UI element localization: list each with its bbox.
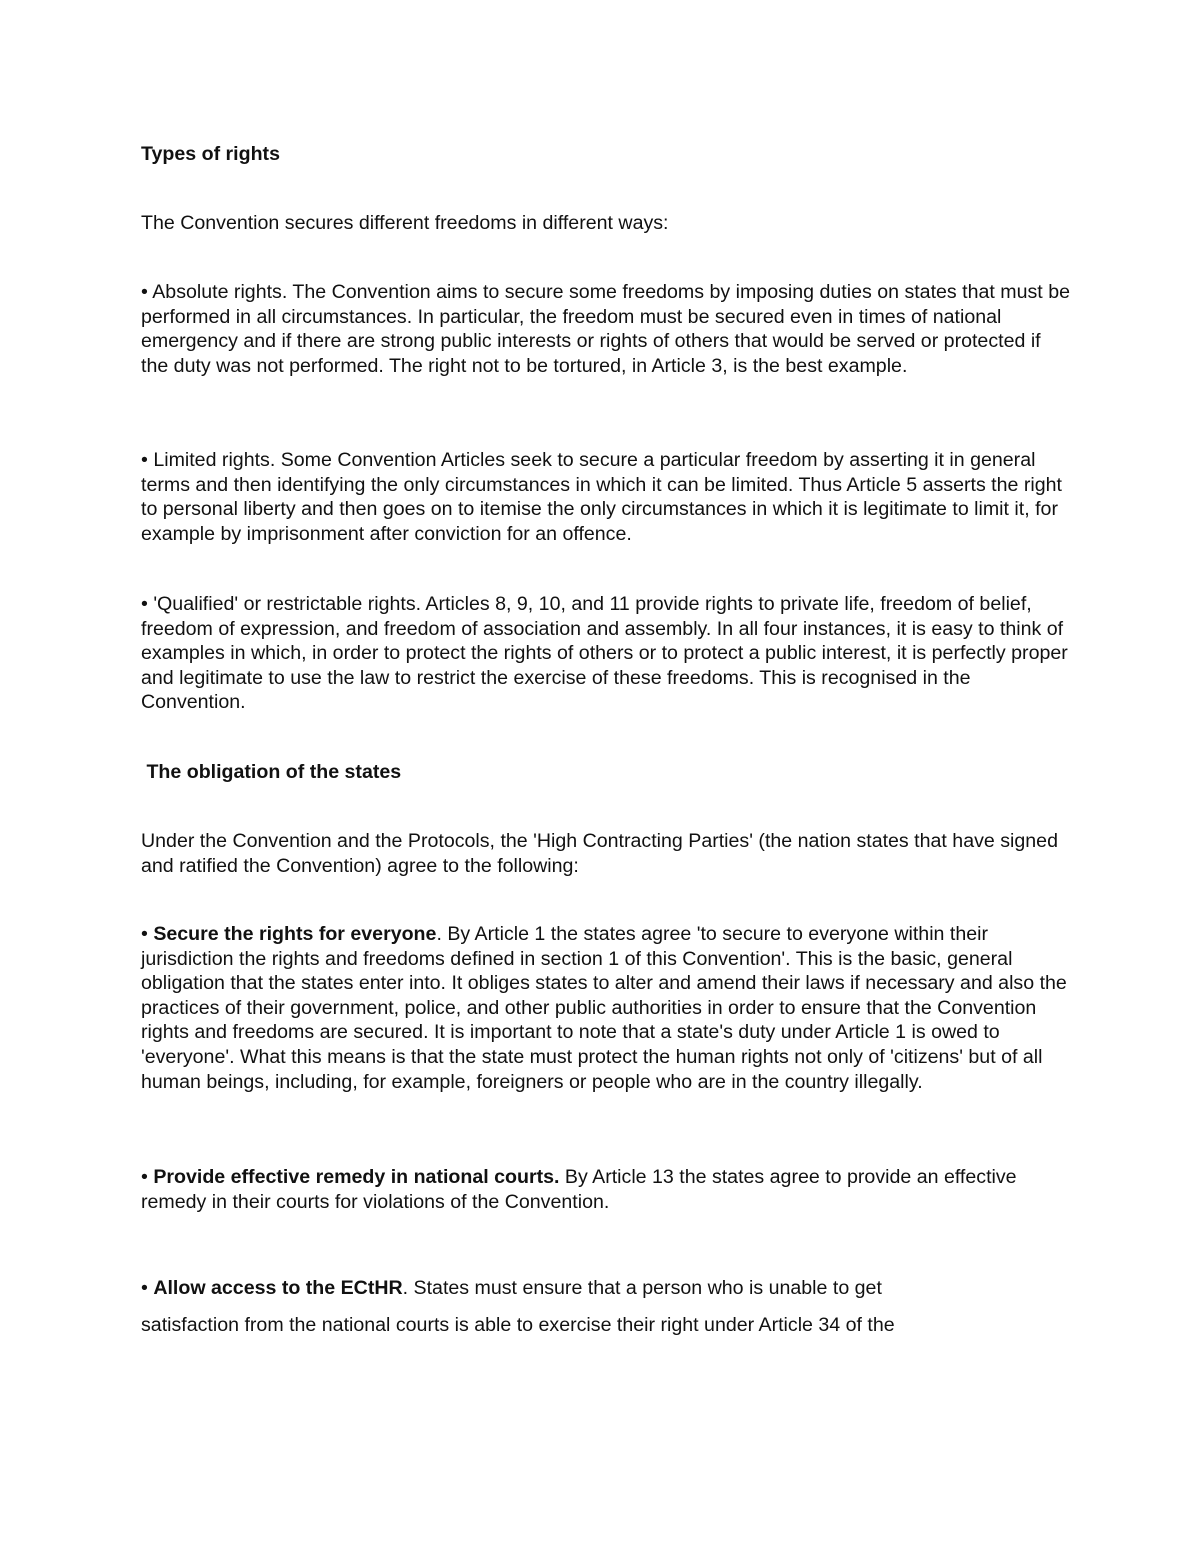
qualified-rights-paragraph xyxy=(141,592,1071,715)
bold-lead-text: Secure the rights for everyone xyxy=(153,923,437,945)
bold-lead-text: Allow access to the ECtHR xyxy=(153,1277,403,1299)
bullet: • xyxy=(141,923,154,945)
bullet: • xyxy=(141,593,154,615)
section-heading-obligation-of-states: The obligation of the states xyxy=(141,761,402,783)
bullet: • xyxy=(141,1166,154,1188)
paragraph-text: 'Qualified' or restrictable rights. Articles 8, 9, 10, and 11 provide rights to private life, freedom of belief, freedom of expression, and freedom of association and assembly. In all four instances, it is easy to think of examples in which, in order to protect the rights of others or to protect a public interest, it is perfectly proper and legitimate to use the law to restrict the exercise of these freedoms. This is recognised in the Convention. xyxy=(141,593,1068,714)
absolute-rights-paragraph xyxy=(141,280,1071,378)
paragraph-text: . States must ensure that a person who is unable to get xyxy=(402,1277,882,1299)
bullet: • xyxy=(141,1277,154,1299)
secure-rights-paragraph xyxy=(141,922,1071,1094)
section-intro-paragraph: The Convention secures different freedoms in different ways: xyxy=(141,212,669,234)
continuation-line: satisfaction from the national courts is able to exercise their right under Article 34 of the xyxy=(141,1314,895,1336)
paragraph-text: . By Article 1 the states agree 'to secure to everyone within their jurisdiction the rights and freedoms defined in section 1 of this Convention'. This is the basic, general obligation that the states enter into. It obliges states to alter and amend their laws if necessary and also the practices of their government, police, and other public authorities in order to ensure that the Convention rights and freedoms are secured. It is important to note that a state's duty under Article 1 is owed to 'everyone'. What this means is that the state must protect the human rights not only of 'citizens' but of all human beings, including, for example, foreigners or people who are in the country illegally. xyxy=(141,923,1067,1093)
section-heading-types-of-rights: Types of rights xyxy=(141,143,280,165)
bold-lead-text: Provide effective remedy in national courts. xyxy=(153,1166,560,1188)
paragraph-text: Absolute rights. The Convention aims to secure some freedoms by imposing duties on states that must be performed in all circumstances. In particular, the freedom must be secured even in times of national emergency and if there are strong public interests or rights of others that would be served or protected if the duty was not performed. The right not to be tortured, in Article 3, is the best example. xyxy=(141,281,1070,377)
paragraph-text: Limited rights. Some Convention Articles seek to secure a particular freedom by asserting it in general terms and then identifying the only circumstances in which it can be limited. Thus Article 5 asserts the right to personal liberty and then goes on to itemise the only circumstances in which it is legitimate to limit it, for example by imprisonment after conviction for an offence. xyxy=(141,449,1062,545)
bullet: • xyxy=(141,449,154,471)
paragraph-text: By Article 13 the states agree to provide an effective remedy in their courts for violations of the Convention. xyxy=(141,1166,1017,1213)
limited-rights-paragraph xyxy=(141,448,1071,546)
effective-remedy-paragraph xyxy=(141,1165,1071,1214)
obligation-intro-paragraph: Under the Convention and the Protocols, the 'High Contracting Parties' (the nation states that have signed and ratified the Convention) agree to the following: xyxy=(141,830,1058,877)
access-ecthr-paragraph xyxy=(141,1276,1071,1301)
bullet: • xyxy=(141,281,153,303)
